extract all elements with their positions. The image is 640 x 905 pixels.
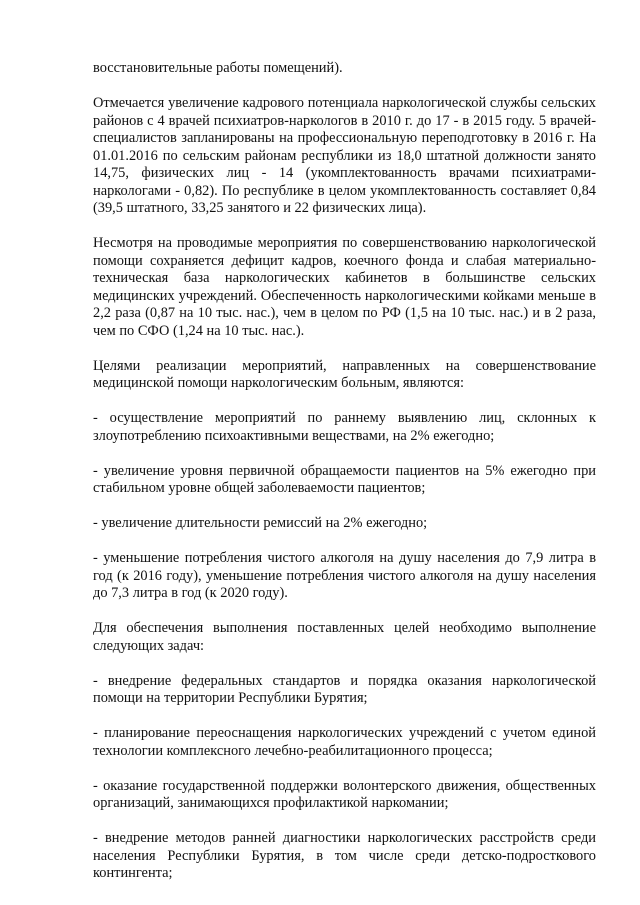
paragraph-goals-intro: Целями реализации мероприятий, направленных на совершенствование медицинской помощи наркологическим больным, являются: [93, 357, 596, 391]
goal-item-primary-visits: - увеличение уровня первичной обращаемости пациентов на 5% ежегодно при стабильном уровне общей заболеваемости пациентов; [93, 462, 596, 496]
goal-item-early-detection: - осуществление мероприятий по раннему выявлению лиц, склонных к злоупотреблению психоактивными веществами, на 2% ежегодно; [93, 410, 596, 444]
goal-item-alcohol-consumption: - уменьшение потребления чистого алкоголя на душу населения до 7,9 литра в год (к 2016 году), уменьшение потребления чистого алкоголя на душу населения до 7,3 литра в год (к 2020 году). [93, 550, 596, 601]
task-item-early-diagnostics: - внедрение методов ранней диагностики наркологических расстройств среди населения Республики Бурятия, в том числе среди детско-подросткового контингента; [93, 830, 596, 881]
paragraph-staffing: Отмечается увеличение кадрового потенциала наркологической службы сельских районов с 4 врачей психиатров-наркологов в 2010 г. до 17 - в 2015 году. 5 врачей-специалистов запланированы на профессиональную переподготовку в 2016 г. На 01.01.2016 по сельским районам республики из 18,0 штатной должности занято 14,75, физических лиц - 14 (укомплектованность врачами психиатрами-наркологами - 0,82). По республике в целом укомплектованность составляет 0,84 (39,5 штатного, 33,25 занятого и 22 физических лица). [93, 95, 596, 216]
task-item-reequipment: - планирование переоснащения наркологических учреждений с учетом единой технологии комплексного лечебно-реабилитационного процесса; [93, 725, 596, 759]
paragraph-tasks-intro: Для обеспечения выполнения поставленных целей необходимо выполнение следующих задач: [93, 620, 596, 654]
paragraph-continuation: восстановительные работы помещений). [93, 60, 343, 76]
task-item-volunteer-support: - оказание государственной поддержки волонтерского движения, общественных организаций, занимающихся профилактикой наркомании; [93, 777, 596, 811]
task-item-federal-standards: - внедрение федеральных стандартов и порядка оказания наркологической помощи на территории Республики Бурятия; [93, 672, 596, 706]
goal-item-remission: - увеличение длительности ремиссий на 2% ежегодно; [93, 515, 428, 531]
paragraph-deficit: Несмотря на проводимые мероприятия по совершенствованию наркологической помощи сохраняется дефицит кадров, коечного фонда и слабая материально-техническая база наркологических кабинетов в большинстве сельских медицинских учреждений. Обеспеченность наркологическими койками меньше в 2,2 раза (0,87 на 10 тыс. нас.), чем в целом по РФ (1,5 на 10 тыс. нас.) и в 2 раза, чем по СФО (1,24 на 10 тыс. нас.). [93, 235, 596, 339]
